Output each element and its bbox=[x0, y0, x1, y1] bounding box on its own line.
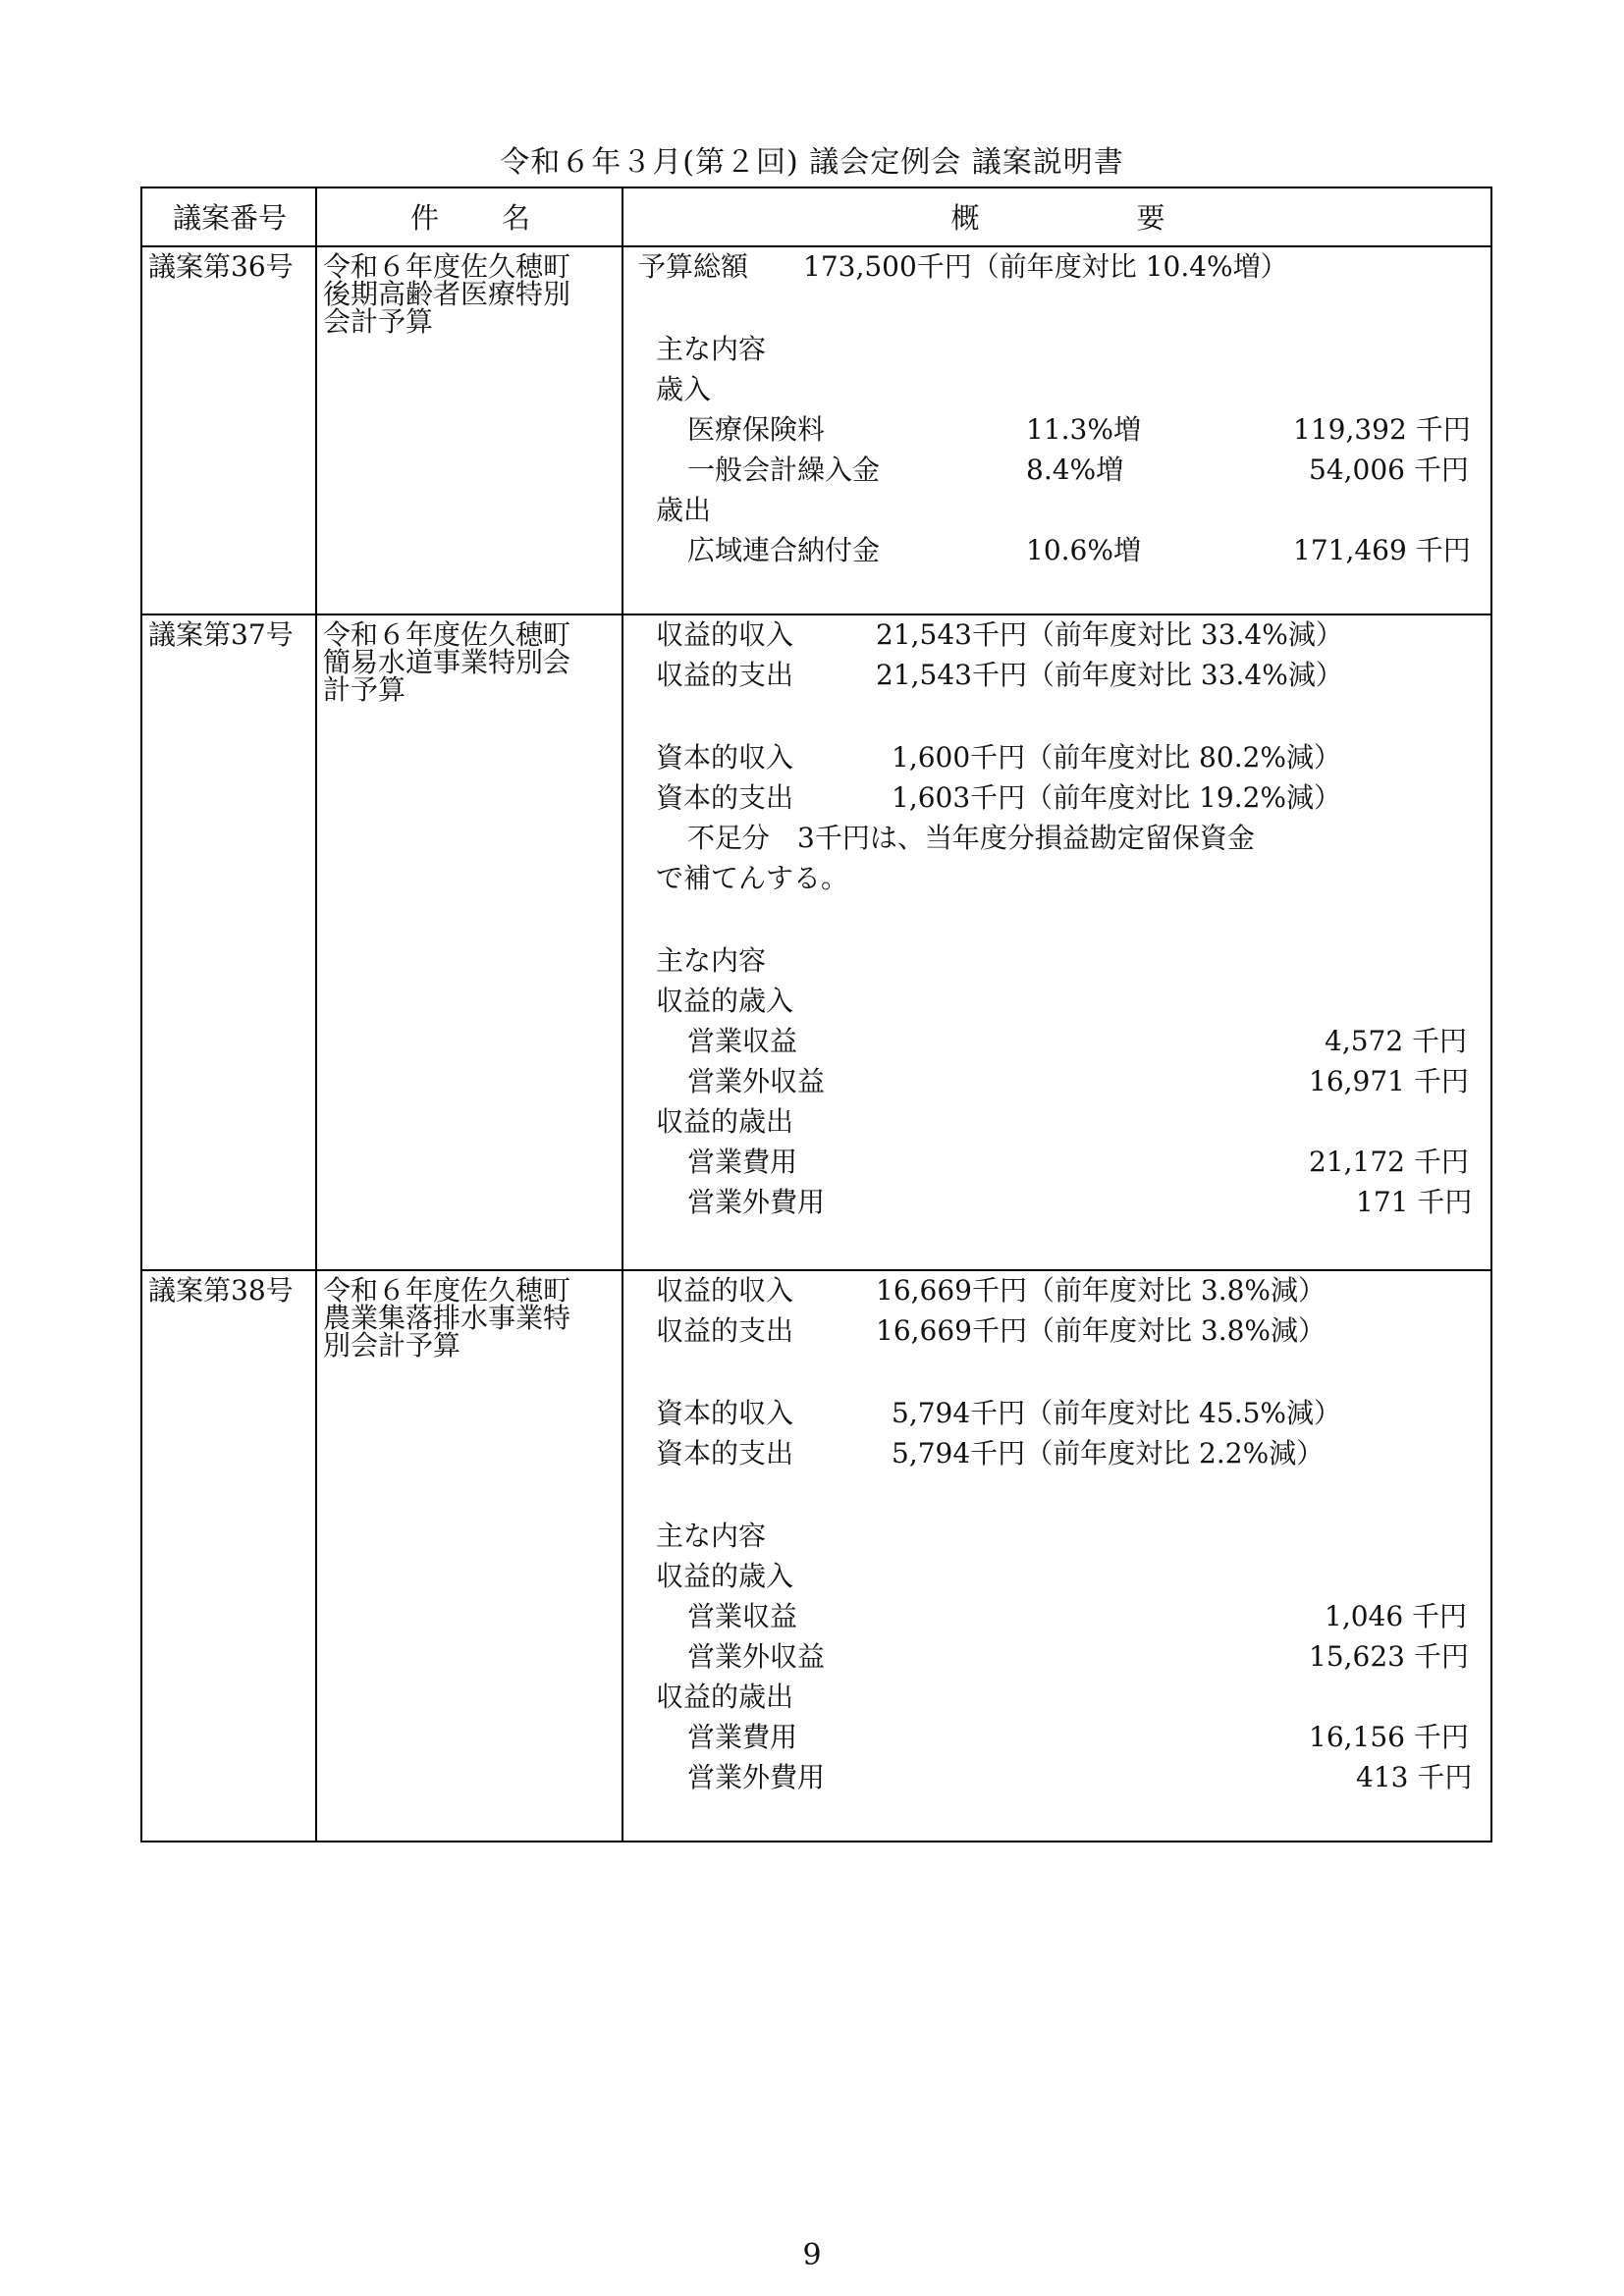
summary-text: 営業外費用 bbox=[687, 1761, 826, 1793]
summary-text: 21,543千円（前年度対比 33.4%減） bbox=[876, 618, 1343, 651]
summary-text: 営業収益 bbox=[687, 1600, 798, 1632]
summary-line bbox=[623, 1560, 1492, 1594]
summary-text: 主な内容 bbox=[656, 333, 767, 365]
header-bill-number: 議案番号 bbox=[172, 201, 287, 235]
bill-number: 議案第38号 bbox=[148, 1274, 294, 1307]
summary-line bbox=[623, 1600, 1492, 1634]
column-divider bbox=[315, 188, 317, 1841]
summary-line bbox=[623, 1274, 1492, 1308]
summary-line bbox=[623, 741, 1492, 775]
summary-text: 不足分 3千円は、当年度分損益勘定留保資金 bbox=[687, 822, 1255, 854]
summary-text: 営業外収益 bbox=[687, 1640, 826, 1673]
summary-text: 資本的支出 bbox=[656, 781, 794, 814]
bill-name-line: 後期高齢者医療特別 bbox=[323, 278, 571, 310]
summary-text: 171 千円 bbox=[1356, 1186, 1473, 1218]
summary-text: 資本的収入 bbox=[656, 1397, 794, 1429]
summary-text: 収益的収入 bbox=[656, 1274, 794, 1307]
bill-number: 議案第36号 bbox=[148, 250, 294, 283]
summary-text: 10.6%増 bbox=[1026, 534, 1141, 566]
summary-text: 営業外費用 bbox=[687, 1186, 826, 1218]
summary-line bbox=[623, 822, 1492, 856]
summary-text: 4,572 千円 bbox=[1325, 1025, 1468, 1057]
bill-name-line: 簡易水道事業特別会 bbox=[323, 646, 571, 678]
summary-text: 171,469 千円 bbox=[1293, 534, 1471, 566]
summary-text: 21,543千円（前年度対比 33.4%減） bbox=[876, 659, 1343, 691]
summary-text: で補てんする。 bbox=[656, 862, 849, 894]
summary-text: 営業外収益 bbox=[687, 1065, 826, 1097]
summary-line bbox=[623, 1314, 1492, 1349]
bill-table bbox=[140, 187, 1492, 1842]
summary-text: 5,794千円（前年度対比 45.5%減） bbox=[892, 1397, 1342, 1429]
summary-line bbox=[623, 1065, 1492, 1099]
summary-line bbox=[623, 413, 1492, 448]
summary-text: 16,669千円（前年度対比 3.8%減） bbox=[876, 1314, 1326, 1347]
summary-text: 歳入 bbox=[656, 373, 712, 405]
summary-text: 営業収益 bbox=[687, 1025, 798, 1057]
summary-text: 15,623 千円 bbox=[1309, 1640, 1469, 1673]
summary-line bbox=[623, 781, 1492, 816]
bill-name bbox=[323, 250, 618, 338]
summary-text: 8.4%増 bbox=[1026, 454, 1124, 486]
summary-line bbox=[623, 944, 1492, 979]
summary-line bbox=[623, 1761, 1492, 1795]
summary-text: 1,603千円（前年度対比 19.2%減） bbox=[892, 781, 1342, 814]
header-bill-name: 件名 bbox=[409, 201, 593, 235]
summary-line bbox=[623, 618, 1492, 653]
summary-text: 16,971 千円 bbox=[1309, 1065, 1469, 1097]
bill-name bbox=[323, 618, 618, 706]
summary-text: 広域連合納付金 bbox=[687, 534, 881, 566]
document-title: 令和６年３月(第２回) 議会定例会 議案説明書 bbox=[500, 145, 1124, 180]
summary-text: 収益的歳出 bbox=[656, 1105, 794, 1138]
summary-text: 1,046 千円 bbox=[1325, 1600, 1468, 1632]
summary-text: 21,172 千円 bbox=[1309, 1146, 1469, 1178]
summary-line bbox=[623, 1721, 1492, 1755]
summary-text: 収益的歳入 bbox=[656, 1560, 794, 1592]
summary-text: 収益的支出 bbox=[656, 659, 794, 691]
summary-text: 54,006 千円 bbox=[1309, 454, 1469, 486]
bill-name-line: 令和６年度佐久穂町 bbox=[323, 250, 571, 283]
bill-name-line: 計予算 bbox=[323, 673, 406, 706]
summary-text: 営業費用 bbox=[687, 1721, 798, 1753]
summary-text: 11.3%増 bbox=[1026, 413, 1141, 446]
summary-line bbox=[623, 985, 1492, 1019]
summary-text: 資本的収入 bbox=[656, 741, 794, 774]
summary-line bbox=[623, 456, 1492, 488]
summary-line bbox=[623, 1148, 1492, 1180]
bill-name-line: 令和６年度佐久穂町 bbox=[323, 618, 571, 651]
summary-line bbox=[623, 1522, 1492, 1554]
bill-number: 議案第37号 bbox=[148, 618, 294, 651]
summary-text: 413 千円 bbox=[1356, 1761, 1473, 1793]
bill-name-line: 別会計予算 bbox=[323, 1329, 461, 1362]
bill-name-line: 会計予算 bbox=[323, 305, 434, 338]
summary-line bbox=[623, 333, 1492, 367]
summary-text: 一般会計繰入金 bbox=[687, 454, 881, 486]
summary-text: 主な内容 bbox=[656, 944, 767, 977]
summary-line bbox=[623, 1186, 1492, 1220]
summary-text: 資本的支出 bbox=[656, 1437, 794, 1469]
summary-line bbox=[623, 862, 1492, 896]
summary-text: 歳出 bbox=[656, 494, 712, 526]
summary-line bbox=[623, 1105, 1492, 1140]
summary-text: 収益的支出 bbox=[656, 1314, 794, 1347]
summary-text: 収益的歳入 bbox=[656, 985, 794, 1017]
summary-line bbox=[623, 534, 1492, 568]
summary-text: 119,392 千円 bbox=[1293, 413, 1471, 446]
summary-line bbox=[623, 659, 1492, 693]
summary-text: 5,794千円（前年度対比 2.2%減） bbox=[892, 1437, 1325, 1469]
bill-name-line: 令和６年度佐久穂町 bbox=[323, 1274, 571, 1307]
summary-text: 収益的歳出 bbox=[656, 1681, 794, 1713]
summary-text: 1,600千円（前年度対比 80.2%減） bbox=[892, 741, 1342, 774]
summary-line bbox=[623, 1437, 1492, 1471]
bill-name-line: 農業集落排水事業特 bbox=[323, 1302, 571, 1334]
summary-text: 営業費用 bbox=[687, 1146, 798, 1178]
summary-text: 収益的収入 bbox=[656, 618, 794, 651]
summary-line bbox=[623, 250, 1492, 285]
summary-line bbox=[623, 1640, 1492, 1675]
header-summary: 概要 bbox=[950, 201, 1323, 235]
summary-line bbox=[623, 494, 1492, 528]
row-divider bbox=[142, 614, 1490, 615]
summary-text: 予算総額 173,500千円（前年度対比 10.4%増） bbox=[638, 250, 1288, 283]
summary-text: 16,156 千円 bbox=[1309, 1721, 1469, 1753]
row-divider bbox=[142, 1269, 1490, 1271]
summary-line bbox=[623, 1025, 1492, 1059]
summary-line bbox=[623, 1397, 1492, 1431]
summary-line bbox=[623, 1683, 1492, 1715]
summary-line bbox=[623, 373, 1492, 407]
summary-text: 16,669千円（前年度対比 3.8%減） bbox=[876, 1274, 1326, 1307]
summary-text: 主な内容 bbox=[656, 1520, 767, 1552]
summary-text: 医療保険料 bbox=[687, 413, 826, 446]
page-number: 9 bbox=[802, 2238, 822, 2272]
bill-name bbox=[323, 1274, 618, 1362]
